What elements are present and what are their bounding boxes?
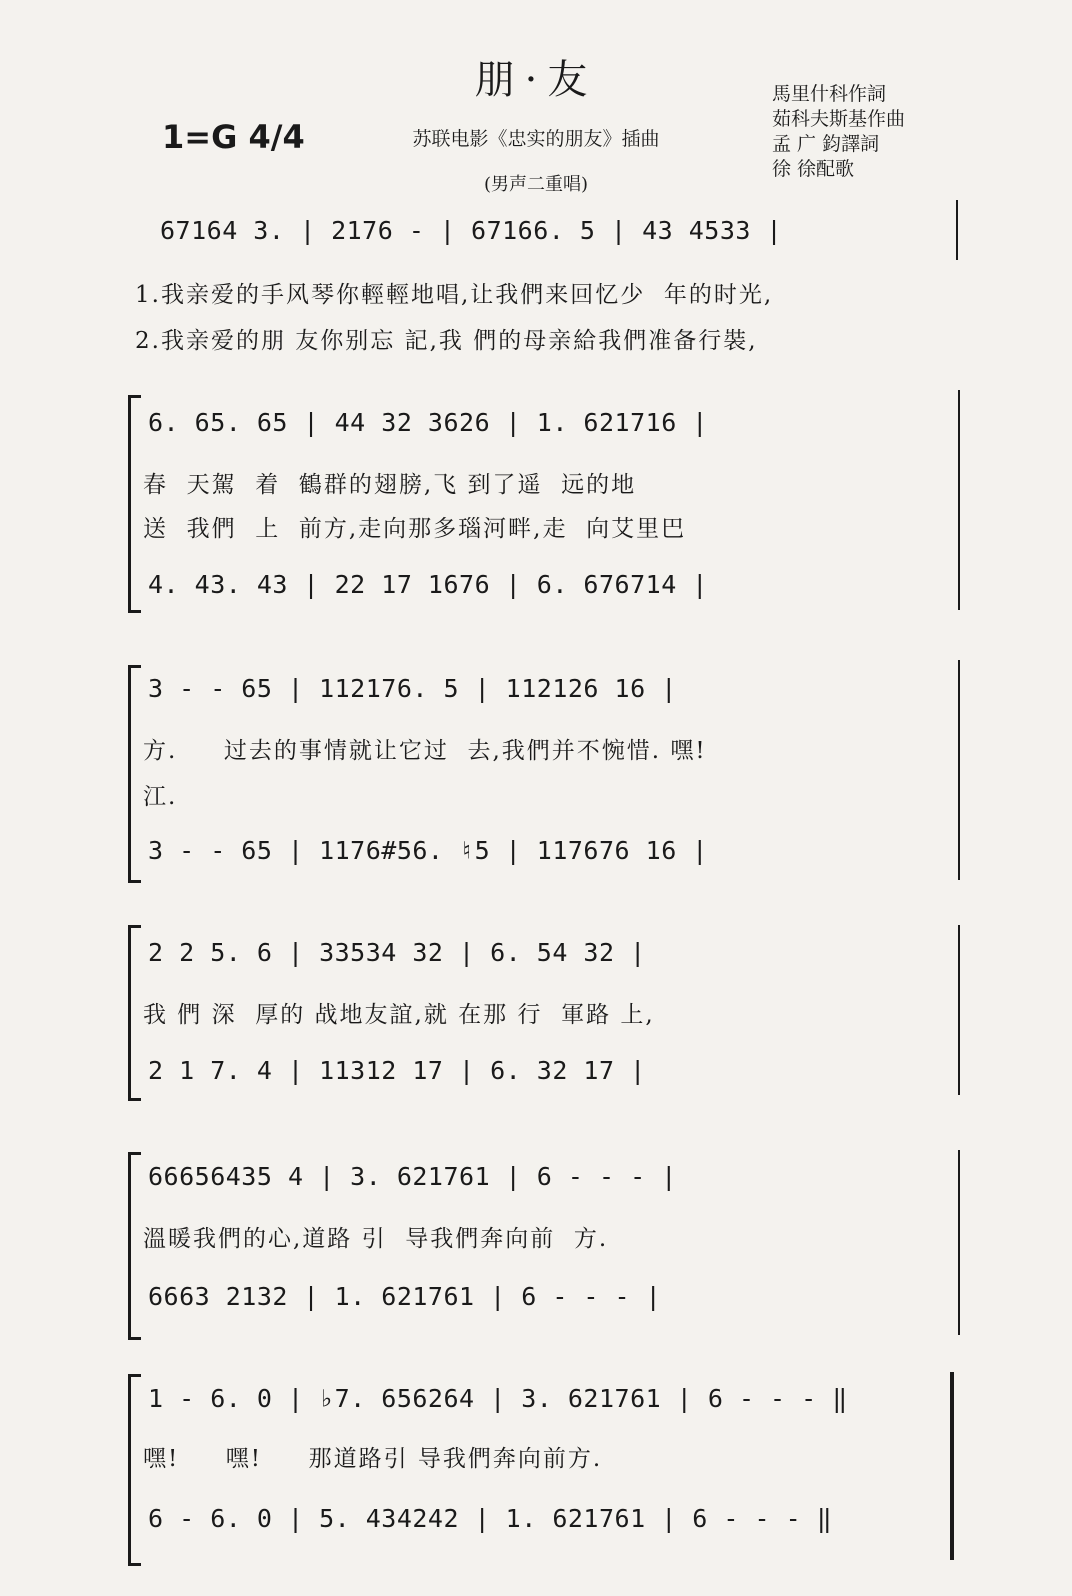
final-barline [950,1372,954,1560]
system-6-brace [128,1374,141,1566]
song-title: 朋·友 [474,57,598,103]
system-1-top-notes: 67164 3. | 2176 - | 67166. 5 | 43 4533 | [160,216,783,245]
system-3-brace [128,665,141,883]
credit-translator: 孟 广 鈞譯詞 [772,133,880,155]
system-5-brace [128,1152,141,1340]
credits [772,82,905,182]
performance-note: (男声二重唱) [483,174,589,195]
system-6-bottom-notes: 6 - 6. 0 | 5. 434242 | 1. 621761 | 6 - - - ‖ [148,1504,833,1533]
system-2-top-notes: 6. 65. 65 | 44 32 3626 | 1. 621716 | [148,408,708,437]
subtitle: 苏联电影《忠实的朋友》插曲 [412,128,660,150]
system-4-lyric-1: 我 們 深 厚的 战地友誼,就 在那 行 軍路 上, [143,1002,655,1028]
system-1-lyric-1: 1.我亲爱的手风琴你輕輕地唱,让我們来回忆少 年的时光, [135,282,774,308]
credit-arranger: 徐 徐配歌 [772,158,855,180]
system-5-bottom-notes: 6663 2132 | 1. 621761 | 6 - - - | [148,1282,662,1311]
barline [958,660,960,880]
system-3-lyric-2: 江. [143,784,178,810]
system-4-top-notes: 2 2 5. 6 | 33534 32 | 6. 54 32 | [148,938,646,967]
system-3-top-notes: 3 - - 65 | 112176. 5 | 112126 16 | [148,674,677,703]
system-5-lyric-1: 溫暖我們的心,道路 引 导我們奔向前 方. [143,1226,609,1252]
system-2-lyric-1: 春 天駕 着 鶴群的翅膀,飞 到了遥 远的地 [143,472,637,498]
barline [958,925,960,1095]
system-2-bottom-notes: 4. 43. 43 | 22 17 1676 | 6. 676714 | [148,570,708,599]
system-4-bottom-notes: 2 1 7. 4 | 11312 17 | 6. 32 17 | [148,1056,646,1085]
credit-composer: 茹科夫斯基作曲 [772,108,906,130]
system-4-brace [128,925,141,1101]
system-3-lyric-1: 方. 过去的事情就让它过 去,我們并不惋惜. 嘿! [143,738,707,764]
system-1-lyric-2: 2.我亲爱的朋 友你别忘 記,我 們的母亲給我們准备行裝, [135,328,758,354]
system-6-top-notes: 1 - 6. 0 | ♭7. 656264 | 3. 621761 | 6 - - - ‖ [148,1384,848,1413]
barline [956,200,958,260]
system-5-top-notes: 66656435 4 | 3. 621761 | 6 - - - | [148,1162,677,1191]
key-signature: 1=G 4/4 [162,118,305,156]
system-6-lyric-1: 嘿! 嘿! 那道路引 导我們奔向前方. [143,1446,603,1472]
barline [958,1150,960,1335]
system-3-bottom-notes: 3 - - 65 | 1176#56. ♮5 | 117676 16 | [148,836,708,865]
system-2-lyric-2: 送 我們 上 前方,走向那多瑙河畔,走 向艾里巴 [143,516,687,542]
barline [958,390,960,610]
system-2-brace [128,395,141,613]
credit-lyricist: 馬里什科作詞 [772,83,887,105]
